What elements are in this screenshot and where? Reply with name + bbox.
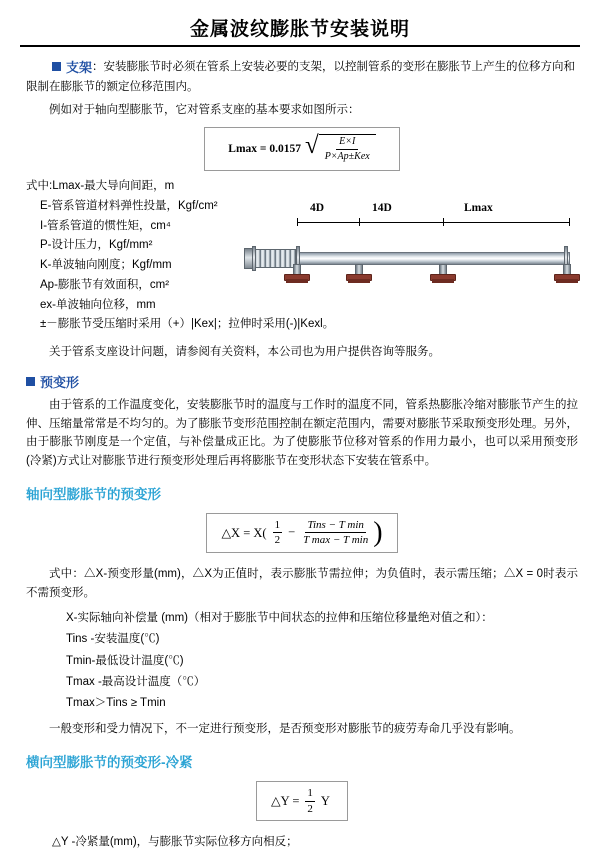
formula-lmax-numerator: E×I xyxy=(336,136,358,150)
pipe-support-guide xyxy=(346,264,372,284)
pipe-support-diagram xyxy=(232,202,577,312)
flange xyxy=(252,246,256,271)
radical-sign-icon: √ xyxy=(304,132,319,160)
lateral-legend: △Y -冷紧量(mm)，与膨胀节实际位移方向相反； xyxy=(52,836,298,849)
axial-legend-item: Tmax -最高设计温度（℃） xyxy=(66,675,206,688)
formula-deltax xyxy=(206,513,397,553)
axial-legend-item: Tmin-最低设计温度(℃) xyxy=(66,654,184,667)
pipe-assembly-illustration xyxy=(232,230,577,304)
legend-item: P-设计压力，Kgf/mm² xyxy=(40,239,153,252)
formula-deltay-half-num: 1 xyxy=(305,787,315,802)
page-title: 金属波纹膨胀节安装说明 xyxy=(189,19,410,40)
document-body xyxy=(0,57,600,853)
legend-item: Ap-膨胀节有效面积，cm² xyxy=(40,278,170,291)
pipe-support-guide xyxy=(554,264,580,284)
formula-deltay-wrap xyxy=(26,781,578,821)
formula-deltax-half-den: 2 xyxy=(274,534,281,547)
section-heading-predeform xyxy=(26,372,578,392)
legend-item: K-单波轴向刚度；Kgf/mm xyxy=(40,259,172,272)
section-heading-support-label: 支架 xyxy=(66,59,93,75)
axial-note: 一般变形和受力情况下，不一定进行预变形，是否预变形对膨胀节的疲劳寿命几乎没有影响。 xyxy=(49,723,521,736)
dim-segment-lmax xyxy=(443,222,569,223)
dimension-label-lmax: Lmax xyxy=(464,202,493,214)
section-heading-predeform-label: 预变形 xyxy=(40,374,80,390)
support-closing-line: 关于管系支座设计问题，请参阅有关资料，本公司也为用户提供咨询等服务。 xyxy=(49,346,440,359)
support-base-shadow xyxy=(348,279,370,283)
bullet-square-icon xyxy=(52,62,61,71)
bullet-square-icon xyxy=(26,377,35,386)
formula-deltax-wrap xyxy=(26,513,578,553)
formula-deltax-ratio xyxy=(301,519,370,547)
dim-tick xyxy=(569,218,570,226)
legend-item: ±－膨胀节受压缩时采用（+）|Kex|；拉伸时采用(-)|Kexl。 xyxy=(40,318,335,331)
formula-deltax-half-num: 1 xyxy=(273,519,283,534)
formula-lmax-denominator: P×Ap±Kex xyxy=(324,151,370,163)
formula-deltay-lhs: △Y = xyxy=(271,794,300,809)
legend-item: ex-单波轴向位移，mm xyxy=(40,298,156,311)
formula-lmax xyxy=(204,127,400,171)
pipe-support-guide xyxy=(430,264,456,284)
dim-segment-4d xyxy=(297,222,359,223)
axial-legend-item: Tmax＞Tins ≥ Tmin xyxy=(66,697,166,710)
axial-legend-intro: 式中：△X-预变形量(mm)，△X为正值时，表示膨胀节需拉伸；为负值时，表示需压缩；△X = 0时表示不需预变形。 xyxy=(26,567,578,599)
formula-lmax-fraction xyxy=(322,136,373,163)
subsection-heading-axial: 轴向型膨胀节的预变形 xyxy=(26,486,161,502)
document-page xyxy=(0,14,600,849)
section-heading-support xyxy=(26,57,578,97)
axial-legend-item: X-实际轴向补偿量 (mm)（相对于膨胀节中间状态的拉伸和压缩位移量绝对值之和）： xyxy=(66,612,493,625)
support-base-shadow xyxy=(432,279,454,283)
formula-deltay-rhs: Y xyxy=(320,793,330,808)
legend-item: I-管系管道的惯性矩，cm⁴ xyxy=(40,219,171,232)
formula-deltax-minus: − xyxy=(288,525,296,540)
legend-item: 式中:Lmax-最大导向间距，m xyxy=(26,180,175,193)
legend-item: E-管系管道材料弹性投量，Kgf/cm² xyxy=(40,199,218,212)
radical-content xyxy=(319,134,376,163)
support-example-line: 例如对于轴向型膨胀节，它对管系支座的基本要求如图所示： xyxy=(49,103,360,116)
support-base-shadow xyxy=(286,279,308,283)
diagram-dimension-lines xyxy=(297,218,569,226)
formula-deltax-ratio-den: T max − T min xyxy=(303,534,369,547)
formula-deltay-half-den: 2 xyxy=(307,802,313,815)
title-divider xyxy=(20,45,580,47)
formula-lmax-lhs: Lmax = 0.0157 xyxy=(228,142,301,155)
predeform-paragraph: 由于管系的工作温度变化，安装膨胀节时的温度与工作时的温度不同，管系热膨胀冷缩对膨胀节产生的拉伸、压缩量常常是不均匀的。为了膨胀节变形范围控制在额定范围内，需要对膨胀节采取预变形处理。另外，由于膨胀节刚度是一个定值，与补偿量成正比。为了使膨胀节位移对管系的作用力最小，也可以采用预变形(冷紧)方式让对膨胀节进行预变形处理后再将膨胀节在变形状态下安装在管系中。 xyxy=(26,399,578,467)
formula-deltax-half xyxy=(273,519,283,547)
formula-deltax-rparen: ) xyxy=(373,517,383,549)
formula-deltax-ratio-num: Tins − T min xyxy=(305,519,365,534)
dim-segment-14d xyxy=(359,222,443,223)
formula-deltay-half xyxy=(305,787,315,815)
axial-legend-item: Tins -安装温度(℃) xyxy=(66,633,160,646)
subsection-heading-lateral: 横向型膨胀节的预变形-冷紧 xyxy=(26,755,193,771)
formula-deltay xyxy=(256,781,348,821)
support-base-shadow xyxy=(556,279,578,283)
pipe-support-anchor xyxy=(284,264,310,284)
dimension-label-4d: 4D xyxy=(310,202,325,214)
formula-deltax-lhs: △X = X( xyxy=(221,525,267,540)
section-heading-support-text: ：安装膨胀节时必须在管系上安装必要的支架，以控制管系的变形在膨胀节上产生的位移方向和限制在膨胀节的额定位移范围内。 xyxy=(26,60,576,94)
formula-lmax-radical xyxy=(305,134,376,163)
dimension-label-14d: 14D xyxy=(372,202,392,214)
